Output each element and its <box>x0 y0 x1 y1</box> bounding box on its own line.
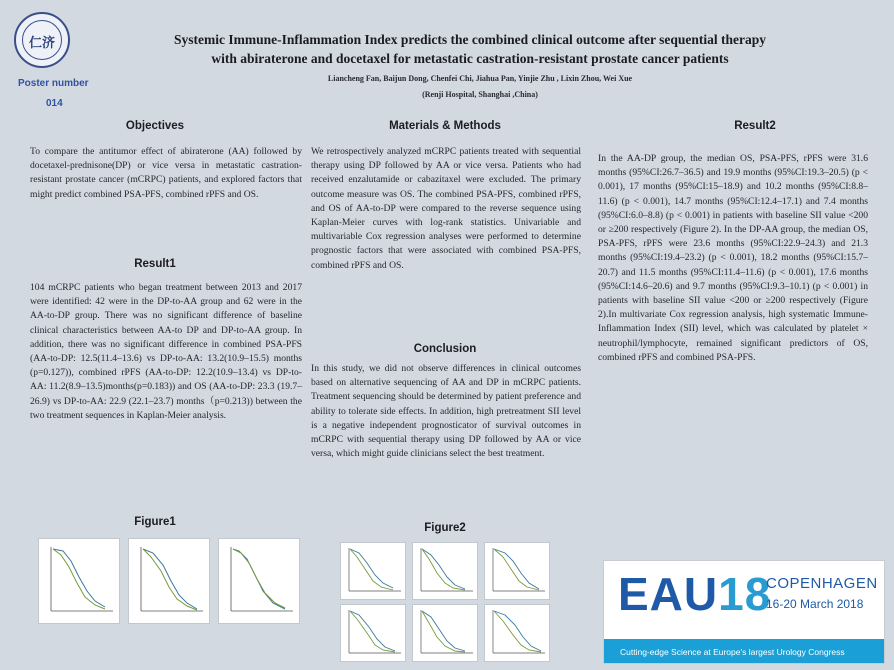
poster-number-value: 014 <box>46 98 63 109</box>
figure2-km-plot-3 <box>484 542 550 600</box>
eau18-wordmark <box>618 567 771 621</box>
renji-hospital-logo <box>14 12 70 68</box>
affiliation: (Renji Hospital, Shanghai ,China) <box>422 90 538 99</box>
figure2-label: Figure2 <box>424 522 466 534</box>
result2-text: In the AA-DP group, the median OS, PSA-PFS, rPFS were 31.6 months (95%CI:26.7–36.5) and 19.9 months (95%CI:19.3–20.5) (p < 0.001), 17 months (95%CI:15–18.9) and 10.2 months (95%CI:8.8–11.6) (p < 0.001), 14.7 months (95%CI:12.4–17.1) and 7.4 months (95%CI:6.0–8.8) (p < 0.001) in patients with baseline SII value <200 or ≥200 respectively (Figure 2). In the DP-AA group, the median OS, PSA-PFS, rPFS were 23.6 months (95%CI:22.9–24.3) and 21.3 months (95%CI:19.4–23.2) (p < 0.001), 18.2 months (95%CI:15.7–20.7) and 11.5 months (95%CI:11.4–11.6) (p < 0.001), 17.6 months (95%CI:14.6–20.6) and 9.7 months (95%CI:9.3–10.1) (p < 0.001) in patients with baseline SII value <200 or ≥200 respectively (Figure 2).In multivariate Cox regression analysis, high systematic Immune-Inflammation Index (SII) level, which was calculated by platelet × neutrophil/lymphocyte, remained significant predictors of OS, combined rPFS and combined PSA-PFS. <box>598 153 868 363</box>
eau18-congress-logo <box>603 560 885 664</box>
methods-text: We retrospectively analyzed mCRPC patients treated with sequential therapy using DP followed by AA or vice versa. Patients who had received enzalutamide or cabazitaxel were excluded. The primary outcome measure was OS. The combined PSA-PFS, combined rPFS, and OS of AA-to-DP were compared to the reverse sequence using Kaplan-Meier curves with log-rank statistics. Univariable and multivariable Cox regression analyses were performed to determine prognostic factors that were associated with combined PSA-PFS, combined rPFS and OS. <box>311 146 581 271</box>
poster-number-label: Poster number <box>18 78 89 89</box>
logo-text: 仁济 <box>28 36 55 51</box>
km-curve-graphic <box>39 539 119 623</box>
figure2-km-plot-5 <box>412 604 478 662</box>
figure1-km-plot-2 <box>128 538 210 624</box>
figure2-km-plot-6 <box>484 604 550 662</box>
objectives-text: To compare the antitumor effect of abiraterone (AA) followed by docetaxel-prednisone(DP) or vice versa in metastatic castration-resistant prostate cancer (mCRPC) patients, and explored factors that might predict combined PSA-PFS, combined rPFS and OS. <box>30 146 302 200</box>
result1-heading: Result1 <box>134 258 176 270</box>
figure1-label: Figure1 <box>134 516 176 528</box>
eau-dates: 16-20 March 2018 <box>766 597 864 611</box>
eau-tagline-bar <box>604 639 884 663</box>
result2-heading: Result2 <box>734 120 776 132</box>
figure2-km-plot-4 <box>340 604 406 662</box>
conclusion-heading: Conclusion <box>413 343 477 355</box>
figure1-km-plot-3 <box>218 538 300 624</box>
eau-wordmark-year: 18 <box>718 568 772 620</box>
title-line-2: with abiraterone and docetaxel for metastatic castration-resistant prostate cancer patients <box>211 51 729 66</box>
result1-text: 104 mCRPC patients who began treatment between 2013 and 2017 were identified: 42 were in the DP-to-AA group and 62 were in the AA-to-DP group. There was no significant difference of baseline clinical characteristics between AA-to DP and DP-to-AA group. In addition, there was no significant difference in combined PSA-PFS (AA-to-DP: 12.5(11.4–13.6) vs DP-to-AA: 13.2(10.9–15.5) months (p=0.127)), combined rPFS (AA-to-DP: 12.2(10.9–13.4) vs DP-to-AA: 11.2(8.9–13.5)months(p=0.183)) and OS (AA-to-DP: 23.3 (19.7–26.9) vs DP-to-AA: 22.9 (22.1–23.7) months（p=0.213)) between the two treatment sequences in Kaplan-Meier analysis. <box>30 282 302 421</box>
authors: Liancheng Fan, Baijun Dong, Chenfei Chi, Jiahua Pan, Yinjie Zhu , Lixin Zhou, Wei Xue <box>327 74 633 83</box>
km-curve-graphic <box>413 543 477 599</box>
title-line-1: Systemic Immune-Inflammation Index predicts the combined clinical outcome after sequential therapy <box>174 32 766 47</box>
objectives-heading: Objectives <box>125 120 185 132</box>
km-curve-graphic <box>485 543 549 599</box>
eau-wordmark-part: EAU <box>618 568 719 620</box>
km-curve-graphic <box>129 539 209 623</box>
figure2-km-plot-1 <box>340 542 406 600</box>
km-curve-graphic <box>485 605 549 661</box>
km-curve-graphic <box>341 605 405 661</box>
km-curve-graphic <box>413 605 477 661</box>
eau-tagline: Cutting-edge Science at Europe's largest Urology Congress <box>620 647 845 657</box>
eau-city: COPENHAGEN <box>766 575 878 592</box>
methods-heading: Materials & Methods <box>389 120 501 132</box>
conclusion-text: In this study, we did not observe differences in clinical outcomes based on alternative sequencing of AA and DP in mCRPC patients. Treatment sequencing should be determined by patient preference and ability to tolerate side effects. In addition, high pretreatment SII level is a negative independent prognosticator of survival outcomes in mCRPC with sequential therapy using DP followed by AA or vice versa, which might guide clinicians select the best treatment. <box>311 363 581 460</box>
figure2-km-plot-2 <box>412 542 478 600</box>
figure1-km-plot-1 <box>38 538 120 624</box>
poster-title <box>110 30 830 68</box>
km-curve-graphic <box>219 539 299 623</box>
km-curve-graphic <box>341 543 405 599</box>
